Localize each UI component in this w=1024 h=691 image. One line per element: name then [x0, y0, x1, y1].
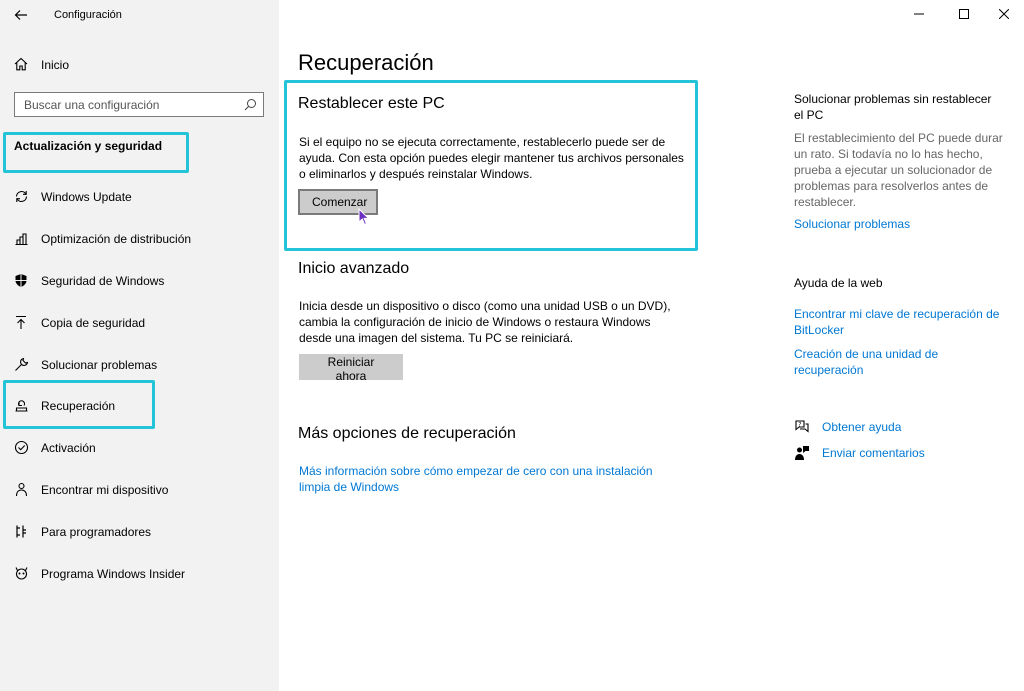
shield-icon [13, 272, 29, 288]
backup-arrow-icon [13, 314, 29, 330]
titlebar-left [0, 0, 279, 30]
feedback-label: Enviar comentarios [822, 446, 925, 460]
page-title: Recuperación [298, 50, 434, 75]
reset-description [299, 134, 684, 182]
back-arrow-icon [14, 8, 28, 22]
text-line: restablecer. [794, 195, 857, 209]
link-line: limpia de Windows [299, 480, 400, 494]
sidebar-item-label: Solucionar problemas [41, 358, 158, 372]
text-line: problemas para resolverlos antes de [794, 179, 989, 193]
minimize-button[interactable] [904, 4, 934, 24]
wrench-icon [13, 356, 29, 372]
troubleshoot-description [794, 130, 1009, 210]
more-options-heading: Más opciones de recuperación [298, 425, 516, 442]
app-title: Configuración [54, 9, 122, 21]
text-line: Solucionar problemas sin restablecer [794, 92, 992, 106]
text-line: o eliminarlos y después reinstalar Windows. [299, 167, 533, 181]
text-line: ayuda. Con esta opción puedes elegir mantener tus archivos personales [299, 151, 684, 165]
text-line: el PC [794, 108, 824, 122]
sidebar [0, 0, 279, 691]
text-line: Si el equipo no se ejecuta correctamente, restablecerlo puede ser de [299, 135, 666, 149]
get-help-label: Obtener ayuda [822, 420, 902, 434]
web-help-heading: Ayuda de la web [794, 276, 883, 290]
search-box[interactable] [14, 92, 264, 117]
search-input[interactable] [15, 93, 240, 116]
sidebar-item-activation[interactable] [0, 432, 279, 462]
get-started-button[interactable]: Comenzar [298, 189, 378, 215]
text-line: Inicia desde un dispositivo o disco (como una unidad USB o un DVD), [299, 299, 671, 313]
sidebar-item-label: Seguridad de Windows [41, 274, 165, 288]
developer-icon [13, 523, 29, 539]
link-line: recuperación [794, 363, 864, 377]
fresh-start-link[interactable] [299, 463, 653, 495]
home-icon [13, 56, 29, 72]
sidebar-item-windows-security[interactable] [0, 265, 279, 295]
restart-now-button[interactable]: Reiniciar ahora [299, 354, 403, 380]
section-title: Actualización y seguridad [14, 139, 163, 153]
sidebar-item-label: Encontrar mi dispositivo [41, 483, 169, 497]
sidebar-item-label: Programa Windows Insider [41, 567, 186, 581]
sidebar-item-find-device[interactable] [0, 474, 279, 504]
link-line: Encontrar mi clave de recuperación de [794, 307, 1000, 321]
sidebar-item-label: Windows Update [41, 190, 132, 204]
check-circle-icon [13, 439, 29, 455]
feedback-icon [794, 445, 810, 461]
text-line: prueba a ejecutar un solucionador de [794, 163, 993, 177]
maximize-button[interactable] [949, 4, 979, 24]
link-line: Más información sobre cómo empezar de cero con una instalación [299, 464, 653, 478]
advanced-startup-description [299, 298, 671, 346]
sidebar-item-label: Para programadores [41, 525, 152, 539]
recovery-drive-link[interactable] [794, 346, 1009, 378]
delivery-optimization-icon [13, 230, 29, 246]
sidebar-item-recovery[interactable] [0, 390, 279, 420]
troubleshoot-link[interactable]: Solucionar problemas [794, 217, 911, 231]
minimize-icon [914, 9, 924, 19]
feedback-action[interactable] [794, 444, 994, 464]
get-help-icon [794, 419, 810, 435]
sidebar-item-label: Activación [41, 441, 96, 455]
sidebar-item-label: Optimización de distribución [41, 232, 192, 246]
sidebar-item-label: Copia de seguridad [41, 316, 146, 330]
text-line: cambia la configuración de inicio de Windows o restaura Windows [299, 315, 651, 329]
sidebar-item-home[interactable] [0, 50, 279, 78]
link-line: BitLocker [794, 323, 845, 337]
svg-text:?: ? [798, 421, 802, 429]
recovery-icon [13, 397, 29, 413]
close-button[interactable] [989, 4, 1019, 24]
search-icon[interactable] [244, 98, 257, 111]
sidebar-item-windows-update[interactable] [0, 181, 279, 211]
sidebar-item-label: Inicio [41, 58, 70, 72]
close-icon [999, 9, 1009, 19]
sidebar-item-backup[interactable] [0, 307, 279, 337]
refresh-icon [13, 188, 29, 204]
bitlocker-key-link[interactable] [794, 306, 1009, 338]
text-line: un rato. Si todavía no lo has hecho, [794, 147, 983, 161]
maximize-icon [959, 9, 969, 19]
insider-icon [13, 565, 29, 581]
person-location-icon [13, 481, 29, 497]
reset-heading: Restablecer este PC [298, 95, 445, 112]
link-line: Creación de una unidad de [794, 347, 939, 361]
sidebar-item-troubleshoot[interactable] [0, 349, 279, 379]
text-line: El restablecimiento del PC puede durar [794, 131, 1003, 145]
sidebar-item-delivery-optimization[interactable] [0, 223, 279, 253]
get-help-action[interactable] [794, 418, 994, 438]
sidebar-item-developers[interactable] [0, 516, 279, 546]
sidebar-item-windows-insider[interactable] [0, 558, 279, 588]
advanced-startup-heading: Inicio avanzado [298, 260, 410, 277]
troubleshoot-heading [794, 91, 1009, 123]
back-button[interactable] [10, 5, 32, 25]
mouse-cursor-icon [358, 208, 370, 226]
sidebar-item-label: Recuperación [41, 399, 116, 413]
text-line: desde una imagen del sistema. Tu PC se reiniciará. [299, 331, 574, 345]
